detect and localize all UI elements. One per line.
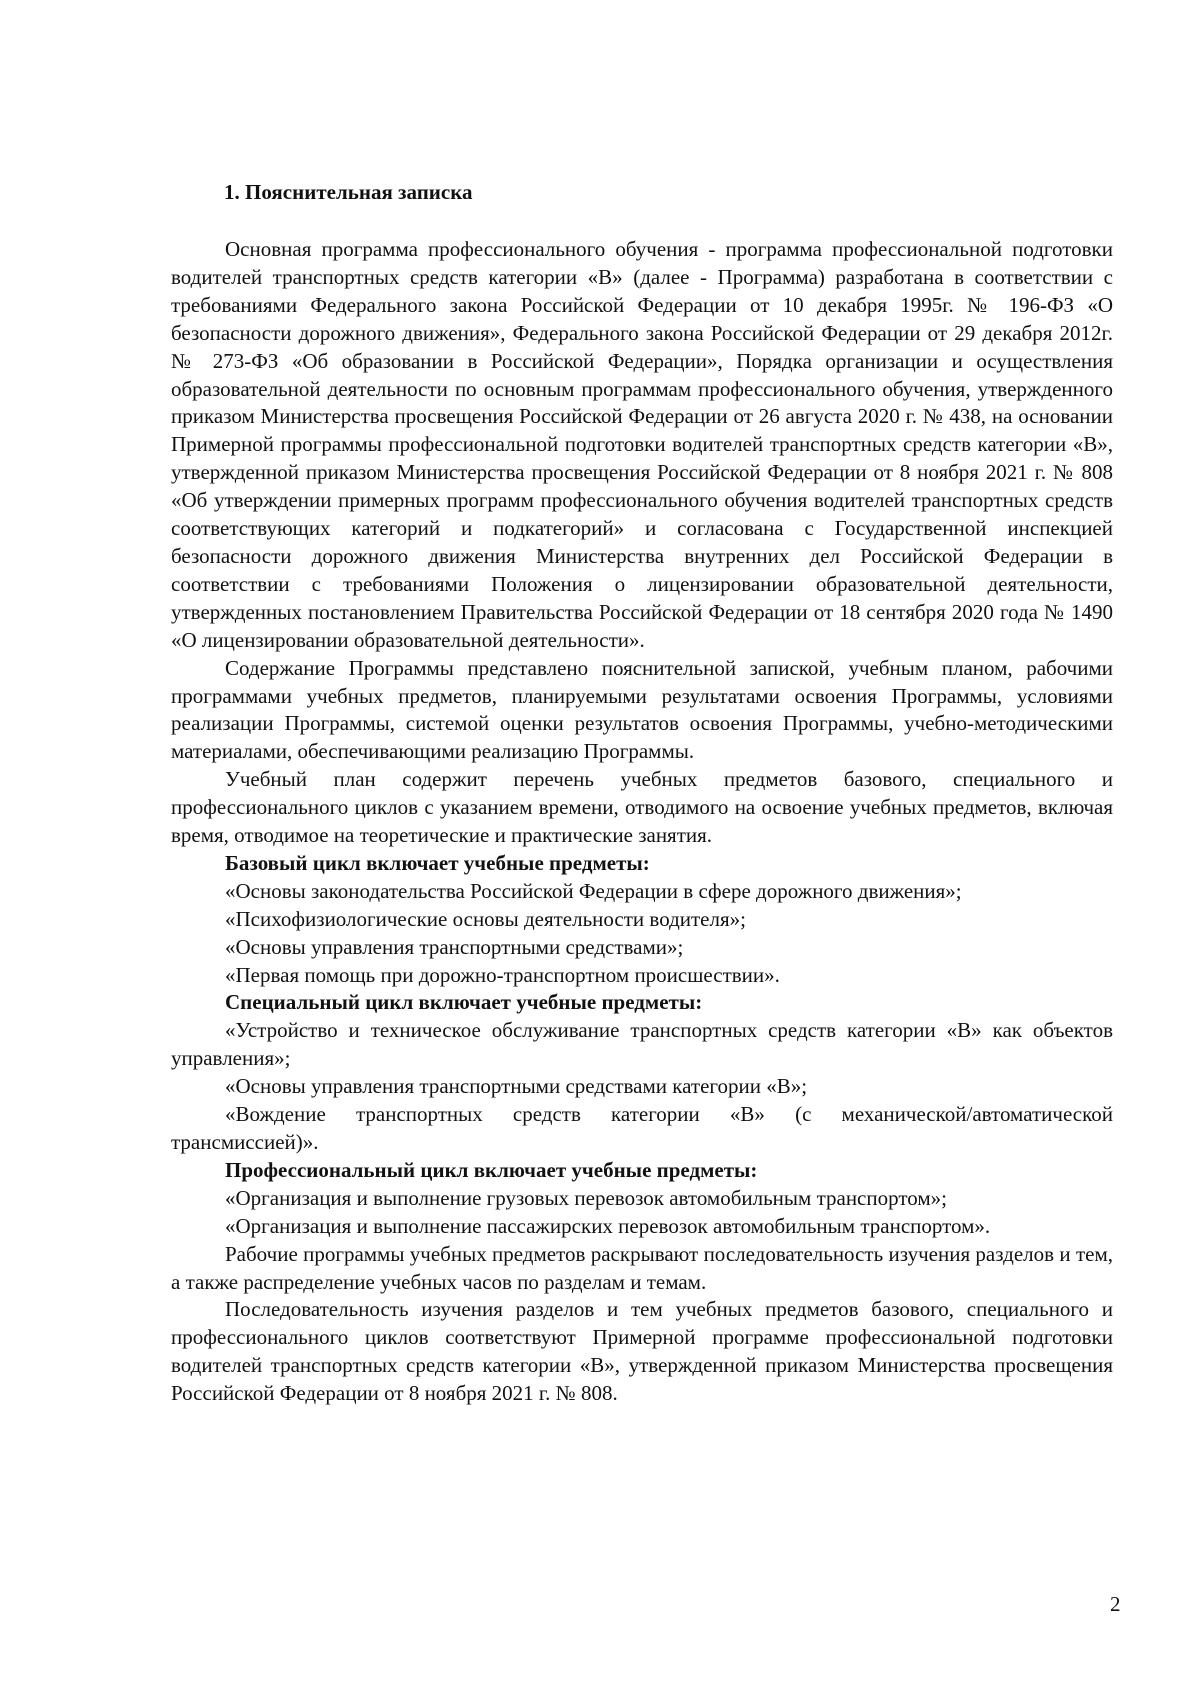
list-item: «Основы законодательства Российской Федерации в сфере дорожного движения»; (225, 878, 962, 903)
list-item: «Вождение транспортных средств категории «B» (с механической/автоматической трансмиссией)». (171, 1102, 1113, 1154)
paragraph-curriculum: Учебный план содержит перечень учебных предметов базового, специального и профессионального циклов с указанием времени, отводимого на освоение учебных предметов, включая время, отводимое на теоретические и практические занятия. (171, 767, 1113, 848)
paragraph-work-programs: Рабочие программы учебных предметов раскрывают последовательность изучения разделов и тем, а также распределение учебных часов по разделам и темам. (171, 1241, 1113, 1294)
base-cycle-heading: Базовый цикл включает учебные предметы: (225, 850, 650, 875)
list-item: «Первая помощь при дорожно-транспортном происшествии». (225, 962, 780, 987)
list-item: «Основы управления транспортными средствами»; (225, 934, 684, 959)
paragraph-program-content: Содержание Программы представлено пояснительной запиской, учебным планом, рабочими программами учебных предметов, планируемыми результатами освоения Программы, условиями реализации Программы, системой оценки результатов освоения Программы, учебно-методическими материалами, обеспечивающими реализацию Программы. (171, 655, 1113, 764)
list-item: «Основы управления транспортными средствами категории «B»; (225, 1074, 808, 1099)
section-heading: 1. Пояснительная записка (224, 180, 473, 204)
body-text (171, 236, 1113, 1408)
page-number: 2 (1110, 1592, 1121, 1616)
list-item: «Организация и выполнение пассажирских перевозок автомобильным транспортом». (225, 1213, 991, 1238)
paragraph-intro: Основная программа профессионального обучения - программа профессиональной подготовки водителей транспортных средств категории «B» (далее - Программа) разработана в соответствии с требованиями Федерального закона Российской Федерации от 10 декабря 1995г. № 196-ФЗ «О безопасности дорожного движения», Федерального закона Российской Федерации от 29 декабря 2012г. № 273-ФЗ «Об образовании в Российской Федерации», Порядка организации и осуществления образовательной деятельности по основным программам профессионального обучения, утвержденного приказом Министерства просвещения Российской Федерации от 26 августа 2020 г. № 438, на основании Примерной программы профессиональной подготовки водителей транспортных средств категории «B», утвержденной приказом Министерства просвещения Российской Федерации от 8 ноября 2021 г. № 808 «Об утверждении примерных программ профессионального обучения водителей транспортных средств соответствующих категорий и подкатегорий» и согласована с Государственной инспекцией безопасности дорожного движения Министерства внутренних дел Российской Федерации в соответствии с требованиями Положения о лицензировании образовательной деятельности, утвержденных постановлением Правительства Российской Федерации от 18 сентября 2020 года № 1490 «О лицензировании образовательной деятельности». (171, 237, 1113, 652)
professional-cycle-heading: Профессиональный цикл включает учебные предметы: (225, 1157, 758, 1182)
list-item: «Организация и выполнение грузовых перевозок автомобильным транспортом»; (225, 1185, 947, 1210)
special-cycle-heading: Специальный цикл включает учебные предметы: (225, 990, 703, 1015)
list-item: «Психофизиологические основы деятельности водителя»; (225, 906, 746, 931)
paragraph-sequence: Последовательность изучения разделов и тем учебных предметов базового, специального и профессионального циклов соответствуют Примерной программе профессиональной подготовки водителей транспортных средств категории «B», утвержденной приказом Министерства просвещения Российской Федерации от 8 ноября 2021 г. № 808. (171, 1297, 1113, 1406)
list-item: «Устройство и техническое обслуживание транспортных средств категории «B» как объектов управления»; (171, 1018, 1113, 1071)
